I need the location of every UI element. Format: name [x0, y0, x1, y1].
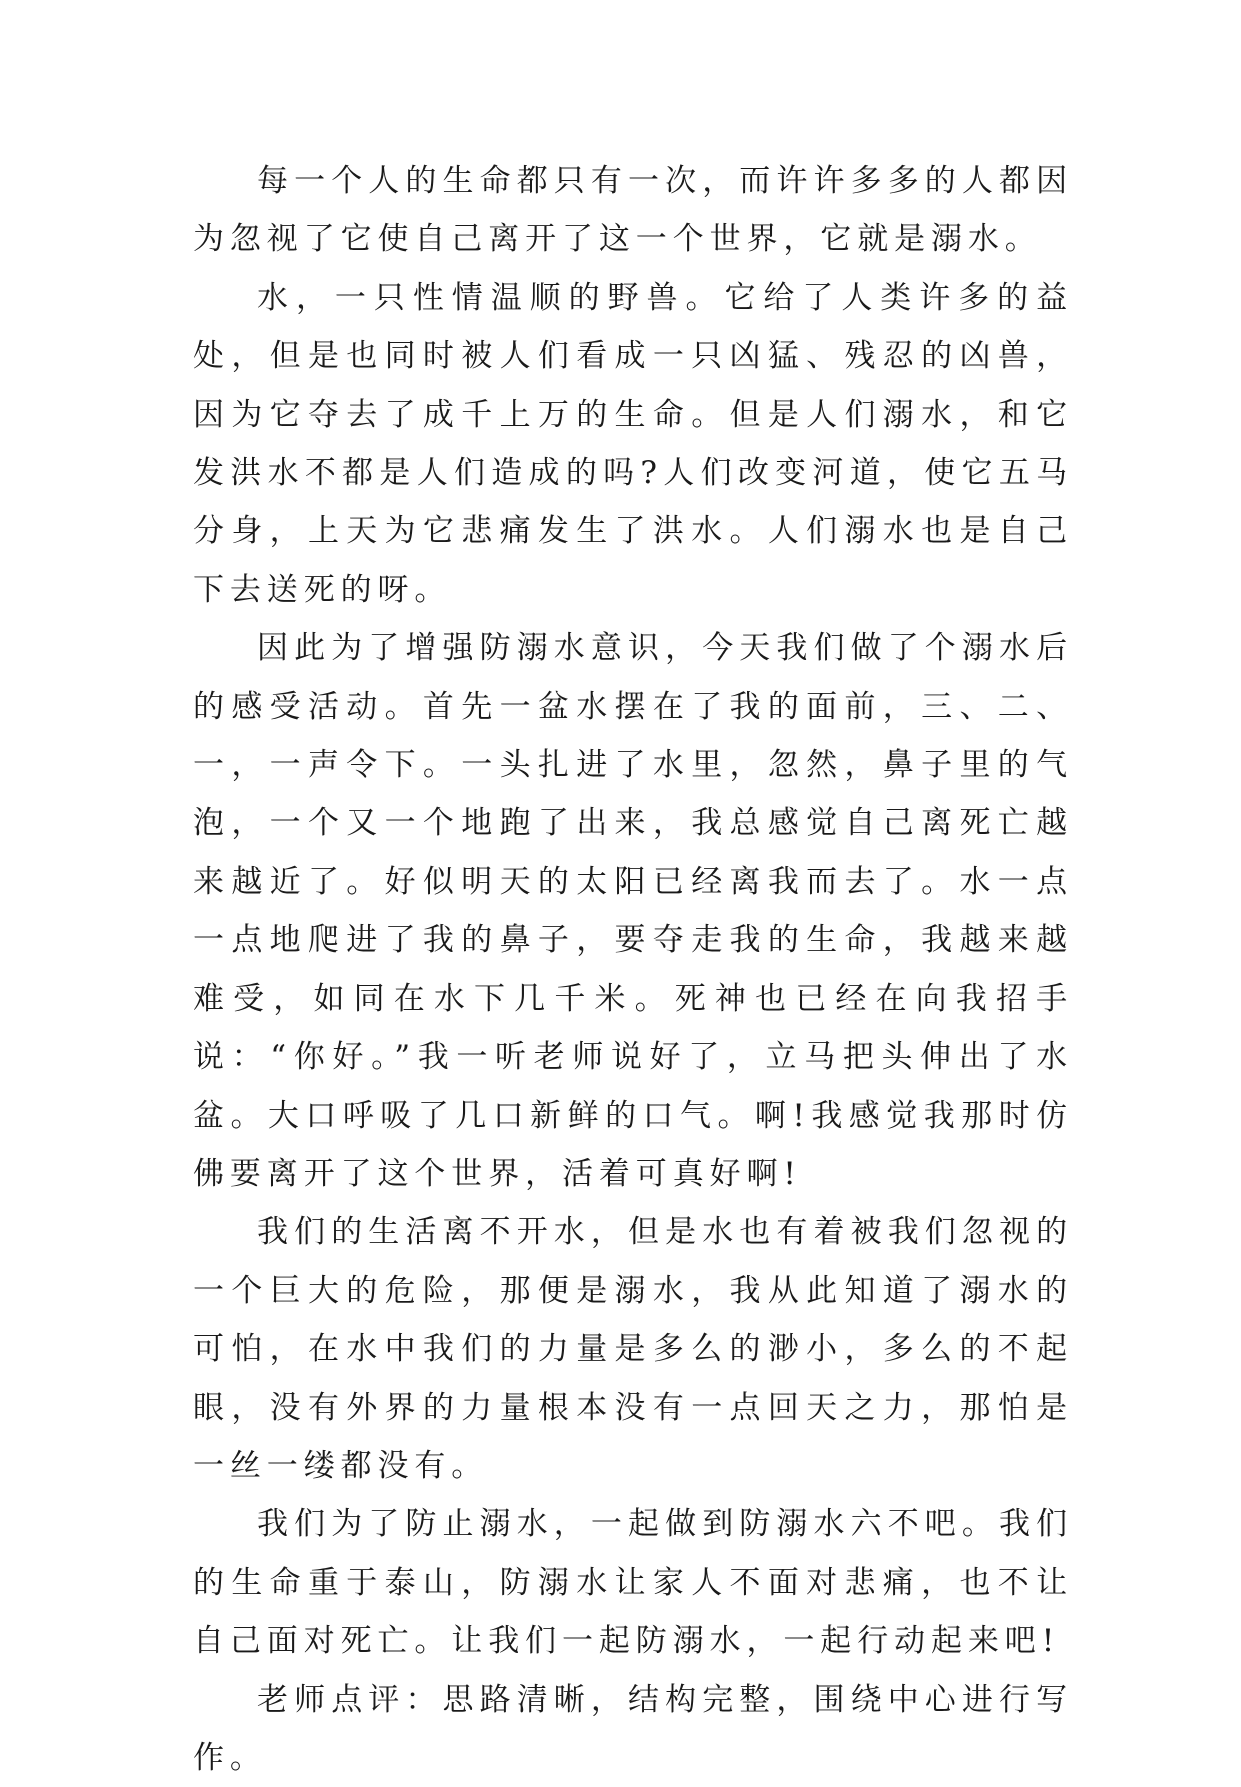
paragraph-intro: 每一个人的生命都只有一次，而许许多多的人都因为忽视了它使自己离开了这一个世界，它就是溺水。	[193, 163, 1073, 258]
paragraph-call-to-action: 我们为了防止溺水，一起做到防溺水六不吧。我们的生命重于泰山，防溺水让家人不面对悲痛，也不让自己面对死亡。让我们一起防溺水，一起行动起来吧!	[193, 1506, 1073, 1660]
paragraph-water-beast: 水，一只性情温顺的野兽。它给了人类许多的益处，但是也同时被人们看成一只凶猛、残忍的凶兽，因为它夺去了成千上万的生命。但是人们溺水，和它发洪水不都是人们造成的吗?人们改变河道，使它五马分身，上天为它悲痛发生了洪水。人们溺水也是自己下去送死的呀。	[193, 279, 1073, 608]
paragraph-drowning-experience: 因此为了增强防溺水意识，今天我们做了个溺水后的感受活动。首先一盆水摆在了我的面前，三、二、一，一声令下。一头扎进了水里，忽然，鼻子里的气泡，一个又一个地跑了出来，我总感觉自己离死亡越来越近了。好似明天的太阳已经离我而去了。水一点一点地爬进了我的鼻子，要夺走我的生命，我越来越难受，如同在水下几千米。死神也已经在向我招手说：“你好。”我一听老师说好了，立马把头伸出了水盆。大口呼吸了几口新鲜的口气。啊!我感觉我那时仿佛要离开了这个世界，活着可真好啊!	[193, 630, 1073, 1192]
paragraph-teacher-comment: 老师点评：思路清晰，结构完整，围绕中心进行写作。	[193, 1681, 1073, 1776]
document-body	[193, 152, 1073, 1787]
paragraph-danger-reflection: 我们的生活离不开水，但是水也有着被我们忽视的一个巨大的危险，那便是溺水，我从此知道了溺水的可怕，在水中我们的力量是多么的渺小，多么的不起眼，没有外界的力量根本没有一点回天之力，那怕是一丝一缕都没有。	[193, 1214, 1073, 1484]
